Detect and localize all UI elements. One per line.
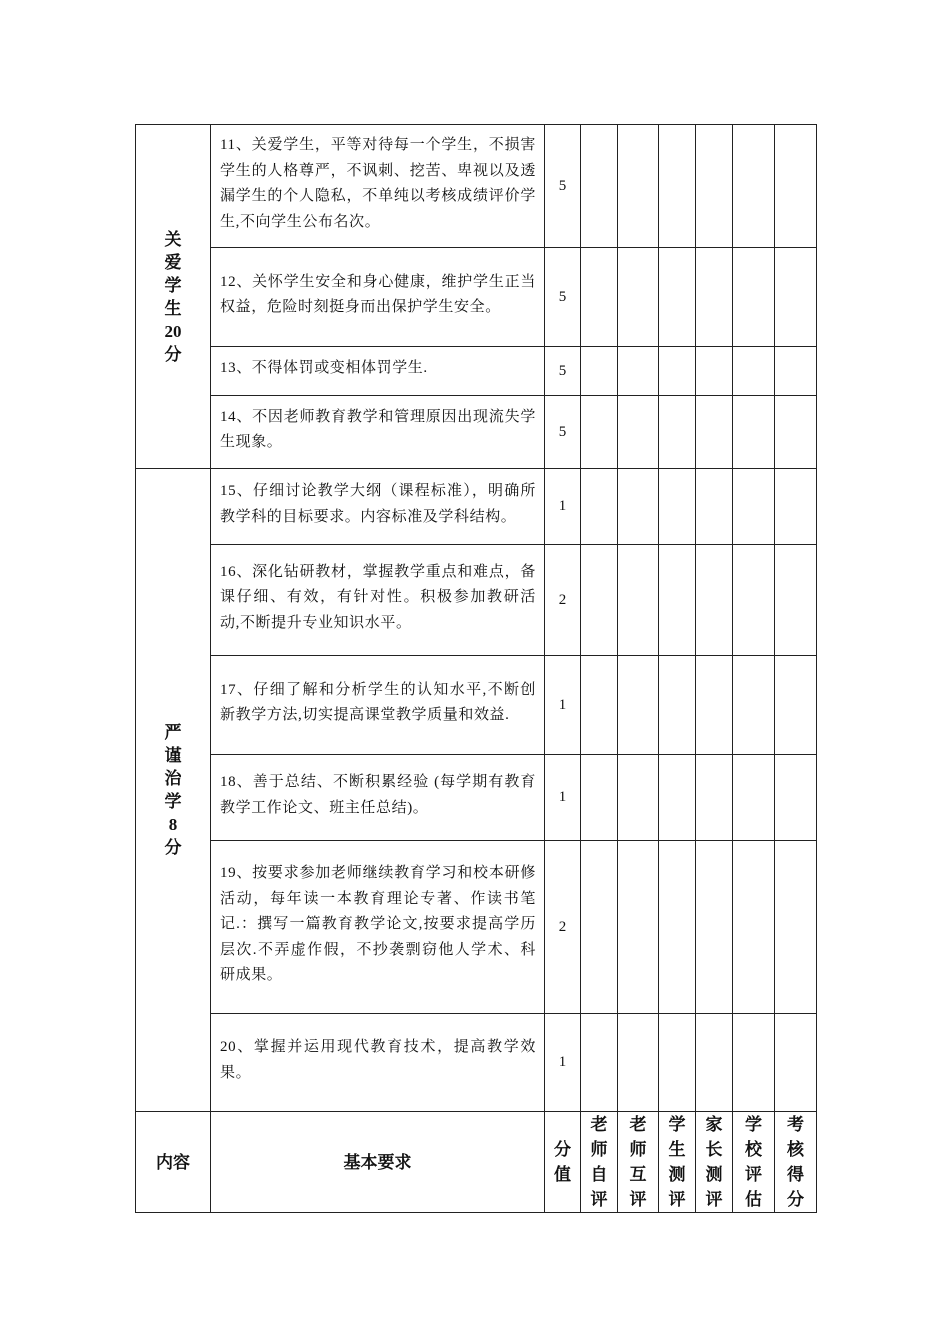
table-row bbox=[136, 469, 817, 545]
header-content: 内容 bbox=[136, 1112, 211, 1213]
table-row bbox=[136, 347, 817, 396]
teacher-self-cell[interactable] bbox=[581, 396, 618, 469]
teacher-self-cell[interactable] bbox=[581, 1014, 618, 1112]
table-row bbox=[136, 755, 817, 841]
teacher-peer-cell[interactable] bbox=[618, 755, 659, 841]
school-eval-cell[interactable] bbox=[733, 755, 775, 841]
header-parent: 家长测评 bbox=[696, 1112, 733, 1213]
teacher-self-cell[interactable] bbox=[581, 755, 618, 841]
score-value: 5 bbox=[545, 396, 581, 469]
category-care: 关爱学生20分 bbox=[136, 125, 211, 469]
student-eval-cell[interactable] bbox=[659, 755, 696, 841]
teacher-peer-cell[interactable] bbox=[618, 125, 659, 248]
evaluation-table bbox=[135, 124, 817, 1213]
table-row bbox=[136, 396, 817, 469]
final-score-cell[interactable] bbox=[775, 248, 817, 347]
teacher-peer-cell[interactable] bbox=[618, 656, 659, 755]
final-score-cell[interactable] bbox=[775, 656, 817, 755]
header-school: 学校评估 bbox=[733, 1112, 775, 1213]
score-value: 5 bbox=[545, 125, 581, 248]
score-value: 2 bbox=[545, 545, 581, 656]
school-eval-cell[interactable] bbox=[733, 469, 775, 545]
student-eval-cell[interactable] bbox=[659, 469, 696, 545]
header-score: 分值 bbox=[545, 1112, 581, 1213]
requirement-text: 14、不因老师教育教学和管理原因出现流失学生现象。 bbox=[211, 396, 545, 469]
table-row bbox=[136, 545, 817, 656]
score-value: 5 bbox=[545, 248, 581, 347]
parent-eval-cell[interactable] bbox=[696, 469, 733, 545]
table-row bbox=[136, 656, 817, 755]
final-score-cell[interactable] bbox=[775, 545, 817, 656]
teacher-self-cell[interactable] bbox=[581, 248, 618, 347]
header-teacher-peer: 老师互评 bbox=[618, 1112, 659, 1213]
header-requirements: 基本要求 bbox=[211, 1112, 545, 1213]
final-score-cell[interactable] bbox=[775, 347, 817, 396]
school-eval-cell[interactable] bbox=[733, 841, 775, 1014]
requirement-text: 17、仔细了解和分析学生的认知水平,不断创新教学方法,切实提高课堂教学质量和效益. bbox=[211, 656, 545, 755]
parent-eval-cell[interactable] bbox=[696, 545, 733, 656]
student-eval-cell[interactable] bbox=[659, 347, 696, 396]
requirement-text: 19、按要求参加老师继续教育学习和校本研修活动，每年读一本教育理论专著、作读书笔记.：撰写一篇教育教学论文,按要求提高学历层次.不弄虚作假，不抄袭剽窃他人学术、科研成果。 bbox=[211, 841, 545, 1014]
header-row bbox=[136, 1112, 817, 1213]
student-eval-cell[interactable] bbox=[659, 545, 696, 656]
score-value: 5 bbox=[545, 347, 581, 396]
requirement-text: 13、不得体罚或变相体罚学生. bbox=[211, 347, 545, 396]
teacher-self-cell[interactable] bbox=[581, 125, 618, 248]
teacher-peer-cell[interactable] bbox=[618, 469, 659, 545]
requirement-text: 12、关怀学生安全和身心健康，维护学生正当权益，危险时刻挺身而出保护学生安全。 bbox=[211, 248, 545, 347]
header-final: 考核得分 bbox=[775, 1112, 817, 1213]
teacher-peer-cell[interactable] bbox=[618, 248, 659, 347]
teacher-peer-cell[interactable] bbox=[618, 841, 659, 1014]
teacher-peer-cell[interactable] bbox=[618, 347, 659, 396]
parent-eval-cell[interactable] bbox=[696, 656, 733, 755]
school-eval-cell[interactable] bbox=[733, 396, 775, 469]
table-row bbox=[136, 248, 817, 347]
school-eval-cell[interactable] bbox=[733, 248, 775, 347]
teacher-peer-cell[interactable] bbox=[618, 1014, 659, 1112]
school-eval-cell[interactable] bbox=[733, 656, 775, 755]
requirement-text: 15、仔细讨论教学大纲（课程标准），明确所教学科的目标要求。内容标准及学科结构。 bbox=[211, 469, 545, 545]
school-eval-cell[interactable] bbox=[733, 1014, 775, 1112]
parent-eval-cell[interactable] bbox=[696, 755, 733, 841]
student-eval-cell[interactable] bbox=[659, 396, 696, 469]
category-rigor: 严谨治学8分 bbox=[136, 469, 211, 1112]
teacher-self-cell[interactable] bbox=[581, 841, 618, 1014]
table-row bbox=[136, 841, 817, 1014]
student-eval-cell[interactable] bbox=[659, 841, 696, 1014]
parent-eval-cell[interactable] bbox=[696, 841, 733, 1014]
teacher-self-cell[interactable] bbox=[581, 656, 618, 755]
student-eval-cell[interactable] bbox=[659, 656, 696, 755]
requirement-text: 18、善于总结、不断积累经验 (每学期有教育教学工作论文、班主任总结)。 bbox=[211, 755, 545, 841]
school-eval-cell[interactable] bbox=[733, 545, 775, 656]
teacher-self-cell[interactable] bbox=[581, 347, 618, 396]
score-value: 1 bbox=[545, 755, 581, 841]
school-eval-cell[interactable] bbox=[733, 125, 775, 248]
final-score-cell[interactable] bbox=[775, 469, 817, 545]
score-value: 2 bbox=[545, 841, 581, 1014]
requirement-text: 11、关爱学生，平等对待每一个学生，不损害学生的人格尊严，不讽刺、挖苦、卑视以及透漏学生的个人隐私，不单纯以考核成绩评价学生,不向学生公布名次。 bbox=[211, 125, 545, 248]
parent-eval-cell[interactable] bbox=[696, 248, 733, 347]
student-eval-cell[interactable] bbox=[659, 1014, 696, 1112]
final-score-cell[interactable] bbox=[775, 755, 817, 841]
table-row bbox=[136, 1014, 817, 1112]
header-teacher-self: 老师自评 bbox=[581, 1112, 618, 1213]
final-score-cell[interactable] bbox=[775, 1014, 817, 1112]
score-value: 1 bbox=[545, 656, 581, 755]
header-student: 学生测评 bbox=[659, 1112, 696, 1213]
student-eval-cell[interactable] bbox=[659, 248, 696, 347]
parent-eval-cell[interactable] bbox=[696, 1014, 733, 1112]
teacher-self-cell[interactable] bbox=[581, 469, 618, 545]
teacher-self-cell[interactable] bbox=[581, 545, 618, 656]
final-score-cell[interactable] bbox=[775, 841, 817, 1014]
final-score-cell[interactable] bbox=[775, 396, 817, 469]
parent-eval-cell[interactable] bbox=[696, 396, 733, 469]
score-value: 1 bbox=[545, 1014, 581, 1112]
requirement-text: 20、掌握并运用现代教育技术，提高教学效果。 bbox=[211, 1014, 545, 1112]
school-eval-cell[interactable] bbox=[733, 347, 775, 396]
score-value: 1 bbox=[545, 469, 581, 545]
requirement-text: 16、深化钻研教材，掌握教学重点和难点，备课仔细、有效，有针对性。积极参加教研活动,不断提升专业知识水平。 bbox=[211, 545, 545, 656]
table-row bbox=[136, 125, 817, 248]
student-eval-cell[interactable] bbox=[659, 125, 696, 248]
teacher-peer-cell[interactable] bbox=[618, 396, 659, 469]
parent-eval-cell[interactable] bbox=[696, 347, 733, 396]
teacher-peer-cell[interactable] bbox=[618, 545, 659, 656]
final-score-cell[interactable] bbox=[775, 125, 817, 248]
parent-eval-cell[interactable] bbox=[696, 125, 733, 248]
